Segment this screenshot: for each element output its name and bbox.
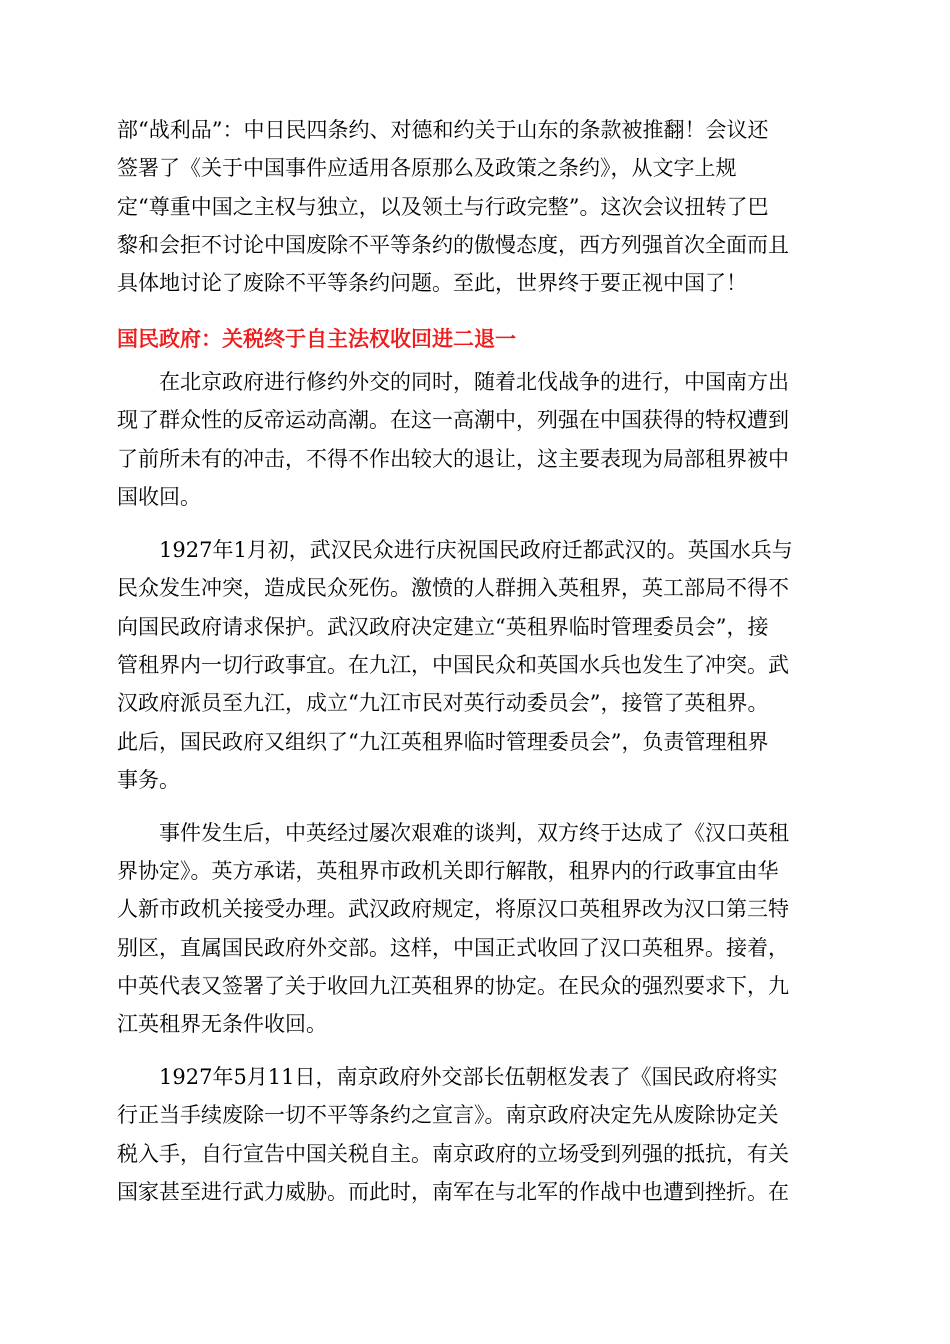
text-line: 了前所未有的冲击，不得不作出较大的退让，这主要表现为局部租界被中 <box>117 447 789 471</box>
text-line: 此后，国民政府又组织了“九江英租界临时管理委员会”，负责管理租界 <box>117 730 769 754</box>
text-line: 事件发生后，中英经过屡次艰难的谈判，双方终于达成了《汉口英租 <box>159 821 789 845</box>
text-line: 定“尊重中国之主权与独立，以及领土与行政完整”。这次会议扭转了巴 <box>117 195 769 219</box>
text-line: 国家甚至进行武力威胁。而此时，南军在与北军的作战中也遭到挫折。在 <box>117 1180 789 1204</box>
text-line: 事务。 <box>117 768 180 792</box>
text-line: 黎和会拒不讨论中国废除不平等条约的傲慢态度，西方列强首次全面而且 <box>117 233 789 257</box>
text-line: 界协定》。英方承诺，英租界市政机关即行解散，租界内的行政事宜由华 <box>117 859 779 883</box>
text-line: 管租界内一切行政事宜。在九江，中国民众和英国水兵也发生了冲突。武 <box>117 653 789 677</box>
text-line: 签署了《关于中国事件应适用各原那么及政策之条约》，从文字上规 <box>117 156 737 180</box>
text-line: 部“战利品”：中日民四条约、对德和约关于山东的条款被推翻！会议还 <box>117 118 769 142</box>
text-line: 1927年5月11日，南京政府外交部长伍朝枢发表了《国民政府将实 <box>159 1065 778 1089</box>
text-line: 汉政府派员至九江，成立“九江市民对英行动委员会”，接管了英租界。 <box>117 691 769 715</box>
text-line: 民众发生冲突，造成民众死伤。激愤的人群拥入英租界，英工部局不得不 <box>117 576 789 600</box>
text-line: 江英租界无条件收回。 <box>117 1012 327 1036</box>
text-line: 国收回。 <box>117 485 201 509</box>
text-line: 现了群众性的反帝运动高潮。在这一高潮中，列强在中国获得的特权遭到 <box>117 408 789 432</box>
text-line: 行正当手续废除一切不平等条约之宣言》。南京政府决定先从废除协定关 <box>117 1103 779 1127</box>
text-line: 具体地讨论了废除不平等条约问题。至此，世界终于要正视中国了！ <box>117 271 747 295</box>
text-line: 在北京政府进行修约外交的同时，随着北伐战争的进行，中国南方出 <box>159 370 789 394</box>
text-line: 税入手，自行宣告中国关税自主。南京政府的立场受到列强的抵抗，有关 <box>117 1142 789 1166</box>
text-line: 人新市政机关接受办理。武汉政府规定，将原汉口英租界改为汉口第三特 <box>117 897 789 921</box>
text-line: 向国民政府请求保护。武汉政府决定建立“英租界临时管理委员会”，接 <box>117 615 769 639</box>
text-line: 别区，直属国民政府外交部。这样，中国正式收回了汉口英租界。接着， <box>117 936 789 960</box>
text-line: 1927年1月初，武汉民众进行庆祝国民政府迁都武汉的。英国水兵与 <box>159 538 793 562</box>
text-line: 中英代表又签署了关于收回九江英租界的协定。在民众的强烈要求下，九 <box>117 974 789 998</box>
section-heading: 国民政府：关税终于自主法权收回进二退一 <box>117 327 516 351</box>
